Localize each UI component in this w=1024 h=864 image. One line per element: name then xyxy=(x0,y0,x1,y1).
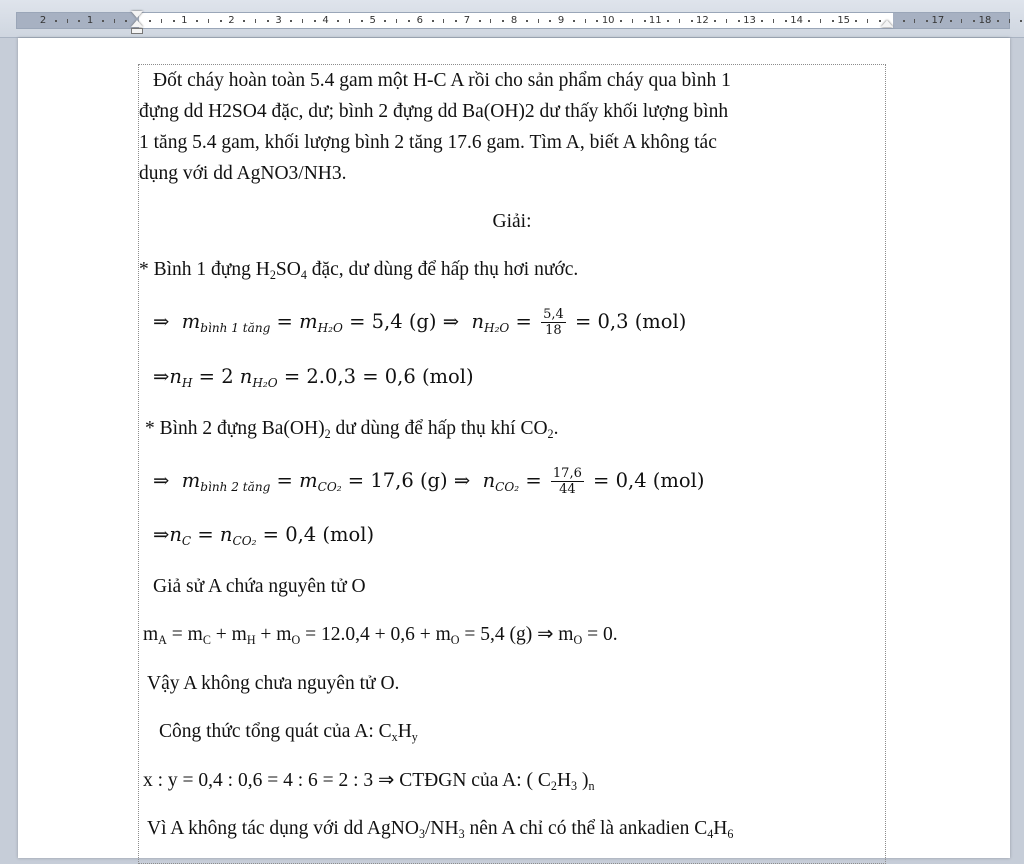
ruler-tick xyxy=(349,19,350,23)
empirical-formula-ratio: x : y = 0,4 : 0,6 = 4 : 6 = 2 : 3 ⇒ CTĐGN của A: ( $C_2H_3$ )$_n$ xyxy=(143,770,595,794)
equation-carbon-moles: $\Rightarrow n_C = n_{CO_2} = 0,4$ (mol) xyxy=(153,523,375,549)
ruler-dot xyxy=(479,20,481,22)
ruler-number: 12 xyxy=(696,15,709,26)
ruler-dot xyxy=(502,20,504,22)
ruler-number: 7 xyxy=(463,15,471,26)
document-page xyxy=(18,38,1010,858)
ruler-dot xyxy=(620,20,622,22)
ruler-dot xyxy=(926,20,928,22)
ruler-tick xyxy=(161,19,162,23)
right-indent-marker[interactable] xyxy=(881,20,893,27)
problem-line-3: 1 tăng 5.4 gam, khối lượng bình 2 tăng 17.6 gam. Tìm A, biết A không tác xyxy=(139,132,717,153)
horizontal-ruler[interactable] xyxy=(0,0,1024,38)
ruler-number: 8 xyxy=(510,15,518,26)
left-indent-marker[interactable] xyxy=(131,28,143,34)
ruler-tick xyxy=(490,19,491,23)
ruler-dot xyxy=(667,20,669,22)
ruler-dot xyxy=(173,20,175,22)
ruler-number: 15 xyxy=(837,15,851,26)
ruler-dot xyxy=(714,20,716,22)
general-formula: Công thức tổng quát của A: $C_xH_y$ xyxy=(159,721,418,745)
ruler-dot xyxy=(220,20,222,22)
ruler-number: 2 xyxy=(228,15,235,26)
ruler-number: 9 xyxy=(557,15,565,26)
ruler-number: 10 xyxy=(601,15,615,26)
ruler-tick xyxy=(914,19,915,23)
flask-2-intro: * Bình 2 đựng $Ba(OH)_2$ dư dùng để hấp thụ khí $CO_2$. xyxy=(145,418,559,442)
ruler-tick xyxy=(538,19,539,23)
ruler-dot xyxy=(832,20,834,22)
ruler-dot xyxy=(78,20,80,22)
ruler-dot xyxy=(337,20,339,22)
ruler-dot xyxy=(526,20,528,22)
ruler-dot xyxy=(267,20,269,22)
ruler-tick xyxy=(255,19,256,23)
ruler-dot xyxy=(855,20,857,22)
equation-water-moles: ⇒ $m_{bình 1 tăng} = m_{H_2O} = 5,4$ (g) ⇒ $n_{H_2O}$ = $\frac{5,4}{18}$ = 0,3 (mol) xyxy=(153,307,687,338)
final-conclusion: Vì A không tác dụng với dd $AgNO_3/NH_3$ nên A chỉ có thể là ankadien $C_4H_6$ xyxy=(147,818,734,842)
ruler-dot xyxy=(125,20,127,22)
ruler-dot xyxy=(973,20,975,22)
problem-line-4: dụng với dd AgNO3/NH3. xyxy=(139,163,347,184)
ruler-dot xyxy=(290,20,292,22)
ruler-tick xyxy=(302,19,303,23)
solution-heading: Giải: xyxy=(492,211,532,232)
ruler-tick xyxy=(396,19,397,23)
ruler-number: 6 xyxy=(416,15,423,26)
mass-balance-equation: $m_A = m_C + m_H + m_O = 12.0,4 + 0,6 + m_O = 5,4$ (g) ⇒ $m_O = 0$. xyxy=(143,624,618,648)
ruler-dot xyxy=(573,20,575,22)
ruler-tick xyxy=(632,19,633,23)
ruler-strip xyxy=(16,12,1010,29)
ruler-tick xyxy=(773,19,774,23)
ruler-dot xyxy=(149,20,151,22)
fraction: $\frac{17,6}{44}$ xyxy=(552,466,582,497)
no-oxygen-conclusion: Vậy A không chưa nguyên tử O. xyxy=(147,673,400,694)
equation-co2-moles: ⇒ $m_{bình 2 tăng} = m_{CO_2} = 17,6$ (g) ⇒ $n_{CO_2}$ = $\frac{17,6}{44}$ = 0,4 (mol) xyxy=(153,466,705,497)
ruler-dot xyxy=(384,20,386,22)
fraction: $\frac{5,4}{18}$ xyxy=(543,307,564,338)
ruler-number: 1 xyxy=(86,15,94,26)
ruler-tick xyxy=(114,19,115,23)
equation-hydrogen-moles: $\Rightarrow n_H = 2$ $n_{H_2O} = 2.0,3 = 0,6$ (mol) xyxy=(153,365,474,391)
ruler-dot xyxy=(738,20,740,22)
ruler-tick xyxy=(726,19,727,23)
text-box[interactable] xyxy=(138,64,886,864)
ruler-tick xyxy=(585,19,586,23)
ruler-dot xyxy=(361,20,363,22)
ruler-dot xyxy=(455,20,457,22)
ruler-tick xyxy=(1009,19,1010,23)
oxygen-assumption: Giả sử A chứa nguyên tử O xyxy=(153,576,366,597)
ruler-dot xyxy=(102,20,104,22)
ruler-dot xyxy=(196,20,198,22)
ruler-dot xyxy=(243,20,245,22)
ruler-number: 3 xyxy=(275,15,282,26)
problem-line-1: Đốt cháy hoàn toàn 5.4 gam một H-C A rồi cho sản phẩm cháy qua bình 1 xyxy=(153,70,731,91)
ruler-number: 18 xyxy=(978,15,992,26)
ruler-number: 5 xyxy=(369,15,376,26)
ruler-dot xyxy=(691,20,693,22)
ruler-number: 2 xyxy=(39,15,47,26)
ruler-dot xyxy=(903,20,905,22)
ruler-dot xyxy=(785,20,787,22)
ruler-number: 1 xyxy=(181,15,188,26)
ruler-tick xyxy=(208,19,209,23)
ruler-dot xyxy=(1020,20,1022,22)
ruler-tick xyxy=(867,19,868,23)
ruler-tick xyxy=(679,19,680,23)
ruler-number: 13 xyxy=(743,15,756,26)
ruler-dot xyxy=(432,20,434,22)
hanging-indent-marker[interactable] xyxy=(131,20,143,27)
ruler-number: 11 xyxy=(648,15,662,26)
ruler-number: 14 xyxy=(790,15,803,26)
flask-1-intro: * Bình 1 đựng $H_2SO_4$ đặc, dư dùng để hấp thụ hơi nước. xyxy=(139,259,579,283)
ruler-number: 4 xyxy=(322,15,329,26)
ruler-dot xyxy=(596,20,598,22)
ruler-dot xyxy=(808,20,810,22)
ruler-tick xyxy=(443,19,444,23)
ruler-tick xyxy=(820,19,821,23)
ruler-dot xyxy=(644,20,646,22)
problem-line-2: đựng dd H2SO4 đặc, dư; bình 2 đựng dd Ba(OH)2 dư thấy khối lượng bình xyxy=(139,101,729,122)
ruler-dot xyxy=(549,20,551,22)
ruler-dot xyxy=(314,20,316,22)
ruler-dot xyxy=(55,20,57,22)
ruler-dot xyxy=(761,20,763,22)
ruler-dot xyxy=(950,20,952,22)
ruler-number: 17 xyxy=(931,15,945,26)
first-line-indent-marker[interactable] xyxy=(131,11,143,18)
ruler-dot xyxy=(997,20,999,22)
ruler-dot xyxy=(408,20,410,22)
ruler-tick xyxy=(961,19,962,23)
ruler-tick xyxy=(67,19,68,23)
